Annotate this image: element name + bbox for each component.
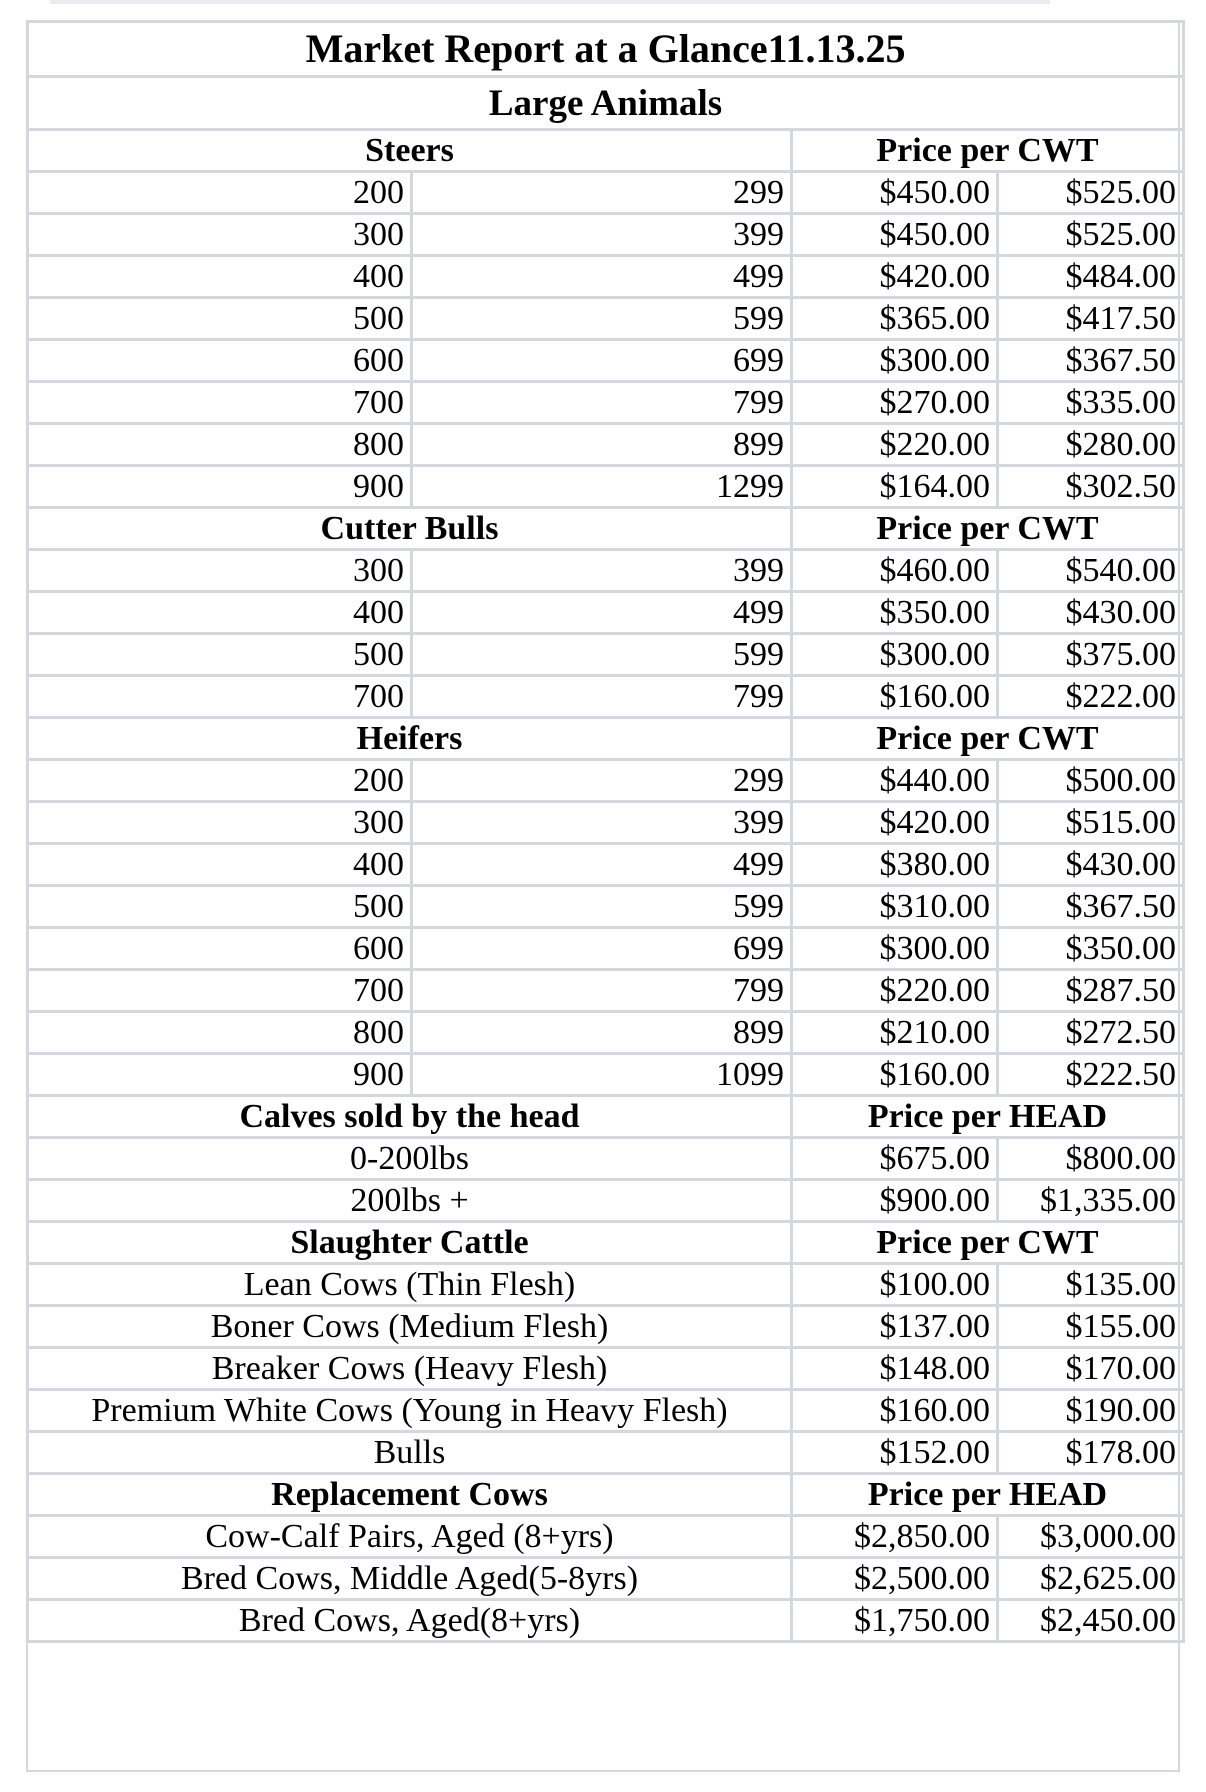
row-label: 0-200lbs bbox=[28, 1138, 792, 1180]
price-high: $272.50 bbox=[998, 1012, 1184, 1054]
price-low: $2,850.00 bbox=[792, 1516, 998, 1558]
weight-from: 700 bbox=[28, 970, 412, 1012]
price-high: $515.00 bbox=[998, 802, 1184, 844]
weight-from: 300 bbox=[28, 550, 412, 592]
price-low: $300.00 bbox=[792, 928, 998, 970]
weight-to: 399 bbox=[412, 214, 792, 256]
price-high: $178.00 bbox=[998, 1432, 1184, 1474]
price-high: $367.50 bbox=[998, 886, 1184, 928]
price-low: $220.00 bbox=[792, 424, 998, 466]
weight-from: 900 bbox=[28, 466, 412, 508]
weight-to: 299 bbox=[412, 760, 792, 802]
price-high: $222.50 bbox=[998, 1054, 1184, 1096]
weight-to: 1299 bbox=[412, 466, 792, 508]
price-low: $450.00 bbox=[792, 172, 998, 214]
weight-to: 399 bbox=[412, 550, 792, 592]
price-low: $380.00 bbox=[792, 844, 998, 886]
price-low: $220.00 bbox=[792, 970, 998, 1012]
price-low: $160.00 bbox=[792, 1054, 998, 1096]
weight-from: 400 bbox=[28, 592, 412, 634]
price-high: $500.00 bbox=[998, 760, 1184, 802]
price-header: Price per HEAD bbox=[792, 1474, 1184, 1516]
weight-from: 700 bbox=[28, 676, 412, 718]
price-low: $270.00 bbox=[792, 382, 998, 424]
price-low: $300.00 bbox=[792, 340, 998, 382]
weight-to: 499 bbox=[412, 592, 792, 634]
price-low: $310.00 bbox=[792, 886, 998, 928]
weight-to: 499 bbox=[412, 844, 792, 886]
price-low: $440.00 bbox=[792, 760, 998, 802]
price-high: $335.00 bbox=[998, 382, 1184, 424]
row-label: Cow-Calf Pairs, Aged (8+yrs) bbox=[28, 1516, 792, 1558]
price-low: $148.00 bbox=[792, 1348, 998, 1390]
row-label: Bred Cows, Middle Aged(5-8yrs) bbox=[28, 1558, 792, 1600]
weight-to: 599 bbox=[412, 634, 792, 676]
section-title: Heifers bbox=[28, 718, 792, 760]
price-high: $367.50 bbox=[998, 340, 1184, 382]
price-high: $170.00 bbox=[998, 1348, 1184, 1390]
row-label: Breaker Cows (Heavy Flesh) bbox=[28, 1348, 792, 1390]
price-low: $137.00 bbox=[792, 1306, 998, 1348]
price-high: $430.00 bbox=[998, 592, 1184, 634]
row-label: Bulls bbox=[28, 1432, 792, 1474]
price-high: $800.00 bbox=[998, 1138, 1184, 1180]
price-high: $3,000.00 bbox=[998, 1516, 1184, 1558]
weight-from: 600 bbox=[28, 340, 412, 382]
price-high: $525.00 bbox=[998, 172, 1184, 214]
price-high: $302.50 bbox=[998, 466, 1184, 508]
weight-from: 300 bbox=[28, 802, 412, 844]
row-label: Lean Cows (Thin Flesh) bbox=[28, 1264, 792, 1306]
price-low: $210.00 bbox=[792, 1012, 998, 1054]
price-header: Price per CWT bbox=[792, 130, 1184, 172]
report-frame bbox=[26, 20, 1180, 1772]
weight-to: 599 bbox=[412, 886, 792, 928]
price-low: $420.00 bbox=[792, 802, 998, 844]
price-low: $152.00 bbox=[792, 1432, 998, 1474]
weight-to: 599 bbox=[412, 298, 792, 340]
top-edge-strip bbox=[50, 0, 1050, 4]
weight-from: 300 bbox=[28, 214, 412, 256]
price-header: Price per HEAD bbox=[792, 1096, 1184, 1138]
weight-to: 499 bbox=[412, 256, 792, 298]
section-title: Cutter Bulls bbox=[28, 508, 792, 550]
weight-from: 800 bbox=[28, 424, 412, 466]
weight-to: 399 bbox=[412, 802, 792, 844]
weight-from: 900 bbox=[28, 1054, 412, 1096]
price-header: Price per CWT bbox=[792, 1222, 1184, 1264]
price-high: $525.00 bbox=[998, 214, 1184, 256]
price-high: $280.00 bbox=[998, 424, 1184, 466]
price-header: Price per CWT bbox=[792, 718, 1184, 760]
weight-to: 799 bbox=[412, 970, 792, 1012]
price-low: $2,500.00 bbox=[792, 1558, 998, 1600]
price-high: $222.00 bbox=[998, 676, 1184, 718]
price-low: $1,750.00 bbox=[792, 1600, 998, 1642]
price-high: $375.00 bbox=[998, 634, 1184, 676]
weight-from: 500 bbox=[28, 634, 412, 676]
price-low: $900.00 bbox=[792, 1180, 998, 1222]
price-low: $100.00 bbox=[792, 1264, 998, 1306]
price-high: $2,450.00 bbox=[998, 1600, 1184, 1642]
row-label: 200lbs + bbox=[28, 1180, 792, 1222]
price-low: $420.00 bbox=[792, 256, 998, 298]
price-low: $450.00 bbox=[792, 214, 998, 256]
price-low: $675.00 bbox=[792, 1138, 998, 1180]
price-low: $164.00 bbox=[792, 466, 998, 508]
price-low: $160.00 bbox=[792, 676, 998, 718]
price-low: $300.00 bbox=[792, 634, 998, 676]
weight-to: 899 bbox=[412, 1012, 792, 1054]
price-high: $190.00 bbox=[998, 1390, 1184, 1432]
price-low: $160.00 bbox=[792, 1390, 998, 1432]
weight-from: 700 bbox=[28, 382, 412, 424]
section-title: Slaughter Cattle bbox=[28, 1222, 792, 1264]
weight-from: 400 bbox=[28, 844, 412, 886]
weight-from: 400 bbox=[28, 256, 412, 298]
price-high: $287.50 bbox=[998, 970, 1184, 1012]
weight-from: 500 bbox=[28, 886, 412, 928]
price-high: $155.00 bbox=[998, 1306, 1184, 1348]
price-high: $2,625.00 bbox=[998, 1558, 1184, 1600]
price-low: $350.00 bbox=[792, 592, 998, 634]
weight-to: 299 bbox=[412, 172, 792, 214]
price-low: $365.00 bbox=[792, 298, 998, 340]
price-high: $484.00 bbox=[998, 256, 1184, 298]
report-title: Market Report at a Glance11.13.25 bbox=[28, 22, 1184, 77]
section-title: Steers bbox=[28, 130, 792, 172]
weight-from: 200 bbox=[28, 760, 412, 802]
weight-to: 799 bbox=[412, 676, 792, 718]
price-header: Price per CWT bbox=[792, 508, 1184, 550]
weight-to: 799 bbox=[412, 382, 792, 424]
price-high: $430.00 bbox=[998, 844, 1184, 886]
weight-from: 800 bbox=[28, 1012, 412, 1054]
weight-to: 899 bbox=[412, 424, 792, 466]
row-label: Boner Cows (Medium Flesh) bbox=[28, 1306, 792, 1348]
weight-from: 500 bbox=[28, 298, 412, 340]
row-label: Bred Cows, Aged(8+yrs) bbox=[28, 1600, 792, 1642]
row-label: Premium White Cows (Young in Heavy Flesh) bbox=[28, 1390, 792, 1432]
weight-to: 1099 bbox=[412, 1054, 792, 1096]
report-subtitle: Large Animals bbox=[28, 77, 1184, 130]
weight-from: 600 bbox=[28, 928, 412, 970]
weight-from: 200 bbox=[28, 172, 412, 214]
weight-to: 699 bbox=[412, 340, 792, 382]
price-high: $540.00 bbox=[998, 550, 1184, 592]
weight-to: 699 bbox=[412, 928, 792, 970]
price-high: $1,335.00 bbox=[998, 1180, 1184, 1222]
price-high: $135.00 bbox=[998, 1264, 1184, 1306]
price-high: $417.50 bbox=[998, 298, 1184, 340]
price-high: $350.00 bbox=[998, 928, 1184, 970]
price-low: $460.00 bbox=[792, 550, 998, 592]
section-title: Calves sold by the head bbox=[28, 1096, 792, 1138]
section-title: Replacement Cows bbox=[28, 1474, 792, 1516]
